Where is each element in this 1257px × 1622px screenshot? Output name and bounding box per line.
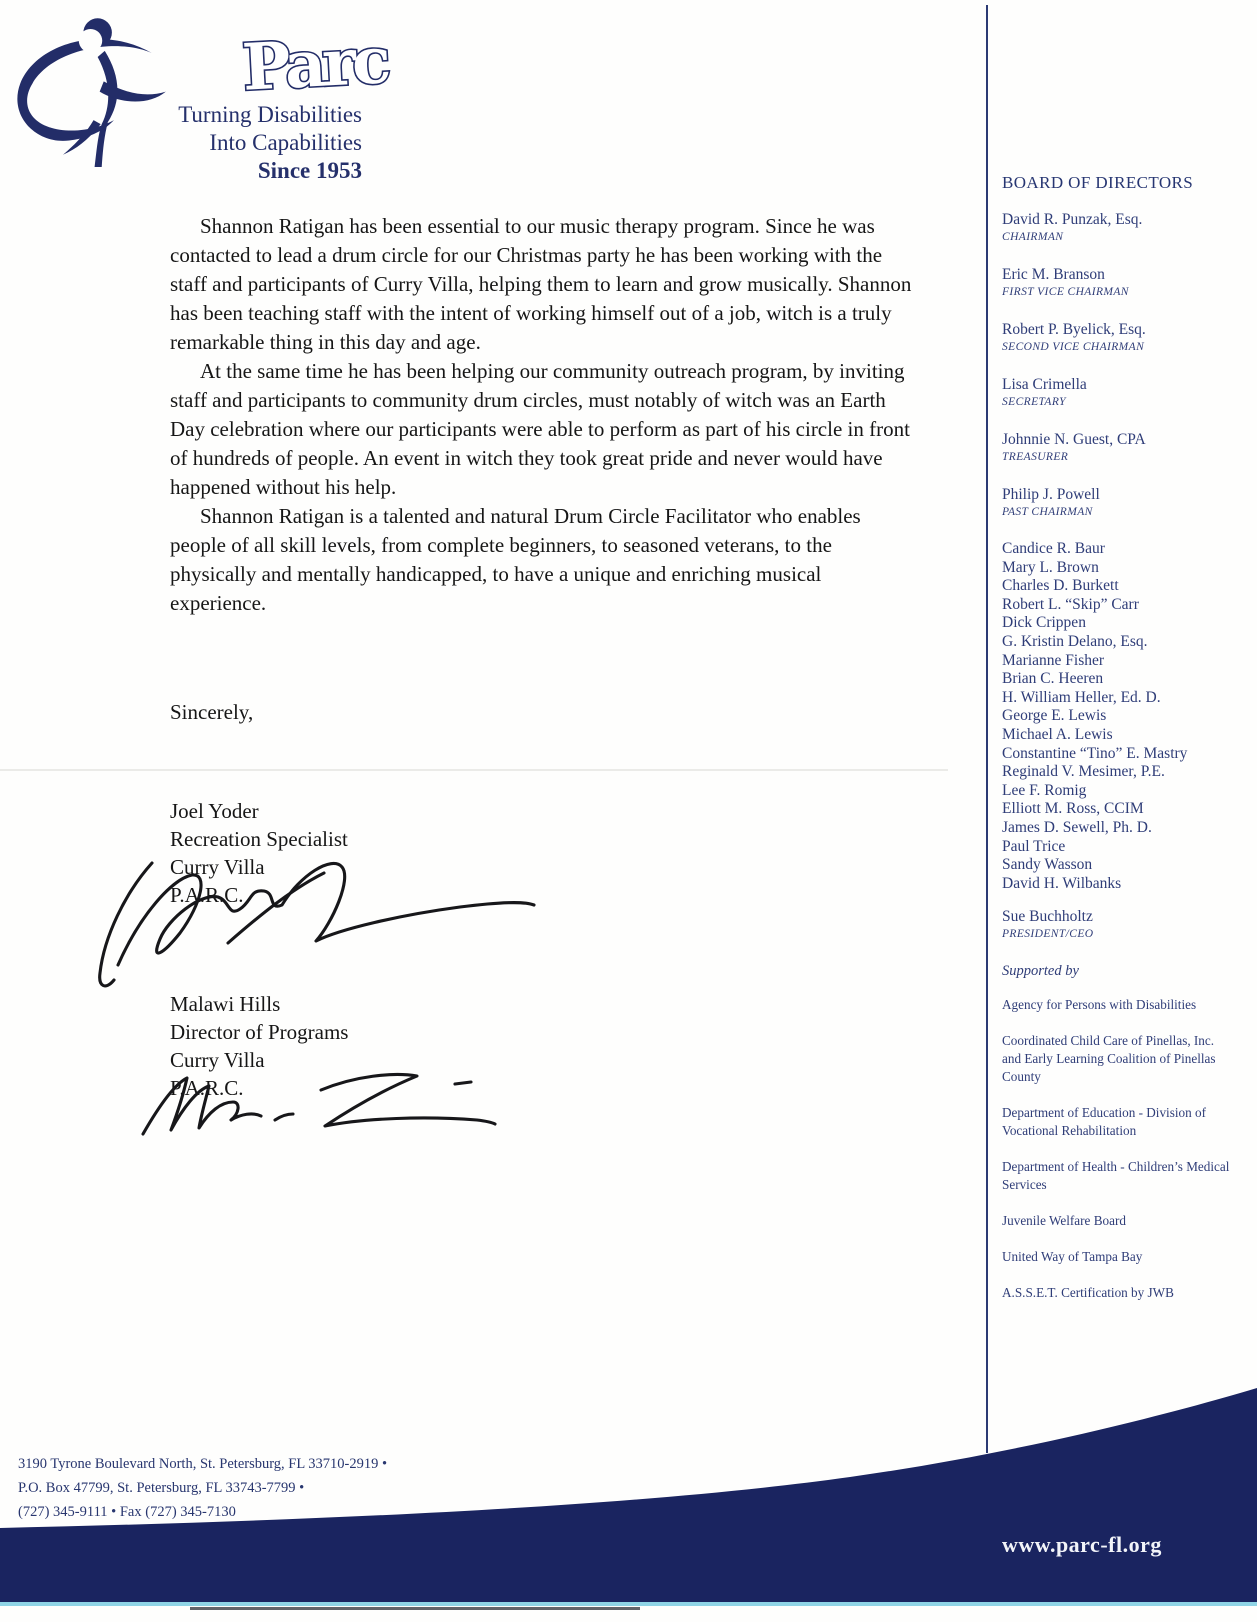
member-item: G. Kristin Delano, Esq. [1002,632,1148,650]
supporter-item: Juvenile Welfare Board [1002,1213,1126,1229]
supporter-item: Agency for Persons with Disabilities [1002,997,1197,1013]
footer-swoosh-graphic [0,1380,1257,1622]
member-item: Marianne Fisher [1002,651,1105,669]
paragraph-3: Shannon Ratigan is a talented and natural Drum Circle Facilitator who enables people of all skill levels, from complete beginners, to seasoned veterans, to the physically and mentally handicapped, to have a unique and enriching musical experience. [170,504,861,615]
signer2-parc: P.A.R.C. [170,1076,244,1100]
supporter-item: Coordinated Child Care of Pinellas, Inc. and Early Learning Coalition of Pinellas County [1002,1033,1216,1085]
board-sidebar [1002,172,1230,1320]
officer-role: PAST CHAIRMAN [1002,506,1093,518]
signer1-title: Recreation Specialist [170,827,348,851]
supporter-item: Department of Education - Division of Vocational Rehabilitation [1002,1105,1206,1139]
officer-name: Johnnie N. Guest, CPA [1002,431,1146,448]
member-item: Paul Trice [1002,837,1066,855]
member-item: H. William Heller, Ed. D. [1002,688,1161,706]
officer-byelick [1002,320,1230,354]
closing-sincerely: Sincerely, [170,700,254,724]
member-item: James D. Sewell, Ph. D. [1002,818,1152,836]
supported-by-label: Supported by [1002,963,1079,980]
signature-joel-yoder-icon [80,845,550,995]
signer2-org: Curry Villa [170,1048,265,1072]
officer-powell [1002,485,1230,519]
member-item: Michael A. Lewis [1002,725,1113,743]
president-name: Sue Buchholtz [1002,908,1093,926]
board-heading: BOARD OF DIRECTORS [1002,173,1194,192]
scan-edge-artifact [190,1607,640,1610]
tagline-line-2: Into Capabilities [209,130,362,155]
member-item: Charles D. Burkett [1002,577,1119,595]
member-item: Sandy Wasson [1002,856,1093,874]
supporters-list [1002,996,1230,1302]
president-ceo-block [1002,907,1230,941]
member-item: Robert L. “Skip” Carr [1002,595,1139,613]
officer-crimella [1002,375,1230,409]
parc-wordmark [240,8,390,113]
officer-name: Eric M. Branson [1002,266,1105,283]
wordmark-text: Parc [240,23,389,106]
paragraph-2: At the same time he has been helping our community outreach program, by inviting staff and participants to community drum circles, must notably of witch was an Earth Day celebration where our participants were able to perform as part of his circle in front of hundreds of people. An event in witch they took great pride and never would have happened without his help. [170,359,910,499]
scan-fold-line [0,769,948,771]
signature-malawi-hills-icon [125,1062,505,1152]
officer-guest [1002,430,1230,464]
footer-cyan-rule [0,1602,1257,1606]
supporter-item: United Way of Tampa Bay [1002,1249,1143,1265]
website-url: www.parc-fl.org [1002,1532,1162,1557]
officer-role: TREASURER [1002,451,1069,463]
officer-name: David R. Punzak, Esq. [1002,211,1143,228]
signer1-org: Curry Villa [170,855,265,879]
address-line-2: P.O. Box 47799, St. Petersburg, FL 33743-7799 • [18,1480,305,1496]
member-item: Elliott M. Ross, CCIM [1002,800,1144,818]
officer-branson [1002,265,1230,299]
president-role: PRESIDENT/CEO [1002,928,1094,941]
address-line-3: (727) 345-9111 • Fax (727) 345-7130 [18,1504,236,1520]
signer2-title: Director of Programs [170,1020,349,1044]
officer-role: SECOND VICE CHAIRMAN [1002,341,1145,353]
signer1-name: Joel Yoder [170,799,259,823]
vertical-divider-rule [986,5,988,1453]
letter-body [170,212,912,618]
address-line-1: 3190 Tyrone Boulevard North, St. Petersburg, FL 33710-2919 • [18,1456,388,1472]
officer-name: Robert P. Byelick, Esq. [1002,321,1146,338]
member-item: George E. Lewis [1002,707,1107,725]
member-item: David H. Wilbanks [1002,874,1122,892]
signer2-name: Malawi Hills [170,992,281,1016]
member-item: Brian C. Heeren [1002,670,1104,688]
tagline-line-3: Since 1953 [257,158,362,183]
officer-role: CHAIRMAN [1002,231,1064,243]
member-item: Mary L. Brown [1002,558,1099,576]
member-item: Constantine “Tino” E. Mastry [1002,744,1188,762]
member-item: Lee F. Romig [1002,781,1087,799]
tagline [140,101,362,185]
paragraph-1: Shannon Ratigan has been essential to our music therapy program. Since he was contacted to lead a drum circle for our Christmas party he has been working with the staff and participants of Curry Villa, helping them to learn and grow musically. Shannon has been teaching staff with the intent of working himself out of a job, witch is a truly remarkable thing in this day and age. [170,214,912,354]
officer-name: Philip J. Powell [1002,486,1100,503]
officer-role: SECRETARY [1002,396,1066,408]
officer-punzak [1002,210,1230,244]
board-members-list [1002,540,1230,893]
officer-role: FIRST VICE CHAIRMAN [1002,286,1129,298]
supporter-item: Department of Health - Children’s Medical Services [1002,1159,1230,1193]
member-item: Dick Crippen [1002,614,1086,632]
member-item: Candice R. Baur [1002,540,1105,557]
signer1-parc: P.A.R.C. [170,883,244,907]
member-item: Reginald V. Mesimer, P.E. [1002,763,1165,781]
tagline-line-1: Turning Disabilities [178,102,362,127]
supporter-item: A.S.S.E.T. Certification by JWB [1002,1285,1174,1301]
officer-name: Lisa Crimella [1002,376,1087,393]
